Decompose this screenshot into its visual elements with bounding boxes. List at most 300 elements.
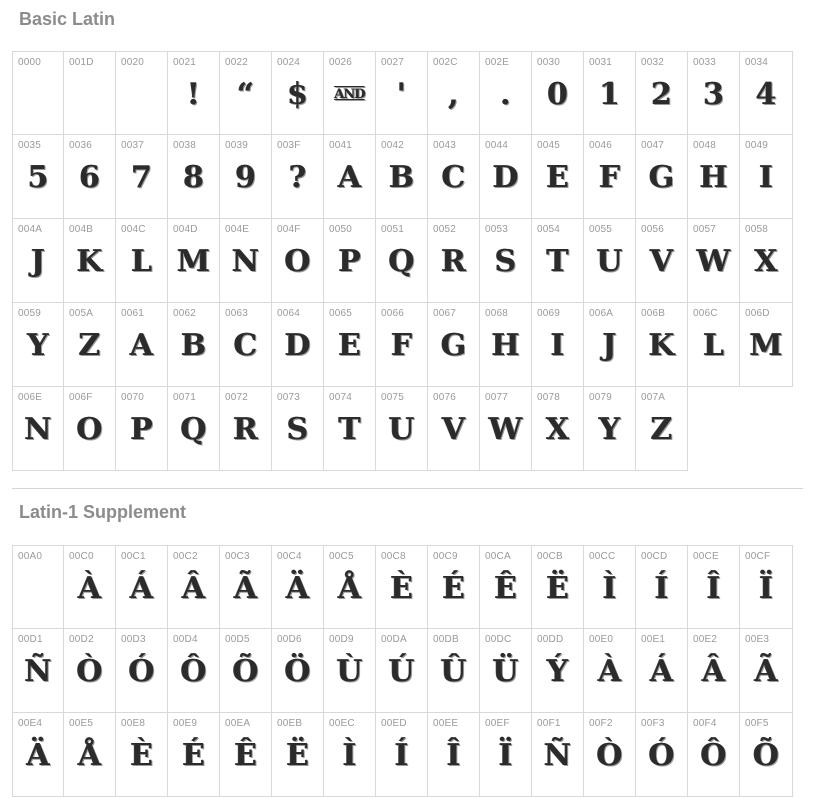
glyph-cell	[376, 387, 428, 471]
glyph-cell	[636, 387, 688, 471]
glyph-cell	[220, 629, 272, 713]
glyph-cell	[168, 303, 220, 387]
glyph-sample: È	[130, 738, 153, 773]
glyph-code-label: 004A	[18, 224, 43, 235]
glyph-cell	[428, 387, 480, 471]
glyph-cell	[272, 219, 324, 303]
glyph-cell	[376, 629, 428, 713]
glyph-cell	[636, 629, 688, 713]
glyph-code-label: 0022	[225, 57, 249, 68]
glyph-code-label: 0020	[121, 57, 145, 68]
glyph-cell	[12, 545, 64, 629]
glyph-sample: L	[130, 244, 153, 279]
glyph-sample: É	[182, 738, 205, 773]
glyph-code-label: 00EF	[485, 718, 510, 729]
glyph-code-label: 004B	[69, 224, 94, 235]
glyph-sample: Ü	[492, 654, 519, 689]
glyph-cell	[64, 135, 116, 219]
glyph-sample: W	[696, 244, 731, 279]
glyph-sample: Ñ	[543, 738, 572, 773]
glyph-code-label: 0021	[173, 57, 197, 68]
glyph-sample: '	[396, 77, 407, 112]
glyph-sample: K	[648, 328, 675, 363]
glyph-code-label: 0061	[121, 308, 145, 319]
glyph-code-label: 006D	[745, 308, 770, 319]
glyph-code-label: 0072	[225, 392, 249, 403]
glyph-cell	[480, 219, 532, 303]
glyph-row	[12, 51, 793, 135]
glyph-cell	[688, 303, 740, 387]
glyph-cell	[584, 629, 636, 713]
glyph-sample: N	[24, 412, 52, 447]
glyph-code-label: 00CF	[745, 551, 771, 562]
glyph-sample: Ó	[128, 654, 155, 689]
glyph-code-label: 0049	[745, 140, 769, 151]
glyph-sample: H	[491, 328, 520, 363]
glyph-sample: O	[284, 244, 311, 279]
glyph-cell	[272, 51, 324, 135]
glyph-cell	[64, 219, 116, 303]
glyph-sample: D	[284, 328, 311, 363]
glyph-code-label: 00D9	[329, 634, 354, 645]
glyph-code-label: 0027	[381, 57, 405, 68]
glyph-sample: Ö	[284, 654, 311, 689]
glyph-cell	[168, 545, 220, 629]
glyph-code-label: 0033	[693, 57, 717, 68]
glyph-sample: A	[129, 328, 154, 363]
glyph-sample: F	[598, 160, 621, 195]
glyph-cell	[428, 135, 480, 219]
glyph-sample: “	[236, 77, 255, 112]
glyph-code-label: 004F	[277, 224, 301, 235]
glyph-cell	[168, 51, 220, 135]
glyph-code-label: 007A	[641, 392, 666, 403]
glyph-code-label: 00D2	[69, 634, 94, 645]
glyph-cell	[64, 713, 116, 797]
glyph-row	[12, 629, 793, 713]
glyph-cell	[532, 51, 584, 135]
glyph-sample: C	[233, 328, 258, 363]
glyph-cell	[740, 713, 793, 797]
glyph-cell	[272, 387, 324, 471]
glyph-code-label: 00EC	[329, 718, 355, 729]
glyph-cell	[428, 51, 480, 135]
glyph-sample: ?	[288, 160, 307, 195]
glyph-row	[12, 387, 793, 471]
glyph-code-label: 0041	[329, 140, 353, 151]
glyph-sample: M	[176, 244, 211, 279]
glyph-cell	[64, 387, 116, 471]
glyph-cell	[12, 629, 64, 713]
glyph-cell	[12, 303, 64, 387]
glyph-sample: Ì	[342, 738, 357, 773]
glyph-sample: A	[337, 160, 362, 195]
glyph-sample: Í	[394, 738, 409, 773]
glyph-code-label: 00C4	[277, 551, 302, 562]
glyph-cell	[324, 387, 376, 471]
glyph-code-label: 0055	[589, 224, 613, 235]
glyph-code-label: 00E5	[69, 718, 94, 729]
glyph-cell	[480, 629, 532, 713]
glyph-cell	[116, 387, 168, 471]
glyph-code-label: 0071	[173, 392, 197, 403]
glyph-code-label: 0057	[693, 224, 717, 235]
glyph-code-label: 00C1	[121, 551, 146, 562]
glyph-sample: J	[602, 328, 617, 363]
glyph-sample: Í	[654, 571, 669, 606]
glyph-cell	[220, 303, 272, 387]
glyph-code-label: 0075	[381, 392, 405, 403]
glyph-code-label: 00D5	[225, 634, 250, 645]
glyph-cell	[480, 303, 532, 387]
glyph-sample: Â	[181, 571, 206, 606]
glyph-cell	[220, 713, 272, 797]
glyph-sample: V	[649, 244, 674, 279]
glyph-cell	[376, 135, 428, 219]
glyph-code-label: 0038	[173, 140, 197, 151]
glyph-code-label: 006F	[69, 392, 93, 403]
glyph-sample: K	[76, 244, 103, 279]
glyph-cell	[428, 713, 480, 797]
glyph-code-label: 00DA	[381, 634, 407, 645]
glyph-sample: Á	[129, 571, 154, 606]
glyph-sample: À	[77, 571, 102, 606]
glyph-sample: !	[186, 77, 201, 112]
glyph-sample: Ï	[758, 571, 774, 606]
glyph-cell	[688, 713, 740, 797]
glyph-cell	[272, 135, 324, 219]
glyph-code-label: 00F5	[745, 718, 769, 729]
glyph-code-label: 0032	[641, 57, 665, 68]
glyph-code-label: 0066	[381, 308, 405, 319]
glyph-code-label: 00E3	[745, 634, 770, 645]
glyph-code-label: 004E	[225, 224, 250, 235]
glyph-cell	[64, 51, 116, 135]
glyph-cell	[64, 629, 116, 713]
glyph-cell	[740, 545, 793, 629]
glyph-sample: È	[390, 571, 413, 606]
glyph-sample: I	[758, 160, 774, 195]
glyph-cell	[532, 629, 584, 713]
glyph-cell	[636, 51, 688, 135]
glyph-sample: $	[287, 77, 308, 112]
glyph-sample: S	[494, 244, 517, 279]
glyph-sample: Y	[27, 328, 49, 363]
glyph-code-label: 00CB	[537, 551, 563, 562]
glyph-code-label: 0031	[589, 57, 613, 68]
glyph-code-label: 0070	[121, 392, 145, 403]
glyph-code-label: 00C3	[225, 551, 250, 562]
glyph-row	[12, 219, 793, 303]
glyph-code-label: 0074	[329, 392, 353, 403]
glyph-cell	[688, 51, 740, 135]
glyph-sample: H	[699, 160, 728, 195]
glyph-cell	[220, 219, 272, 303]
glyph-code-label: 0034	[745, 57, 769, 68]
section-title-latin-1-supplement: Latin-1 Supplement	[19, 502, 187, 522]
glyph-sample: Z	[78, 328, 101, 363]
glyph-sample: O	[76, 412, 103, 447]
glyph-cell	[688, 545, 740, 629]
glyph-cell	[12, 713, 64, 797]
glyph-cell	[168, 219, 220, 303]
glyph-code-label: 0045	[537, 140, 561, 151]
glyph-code-label: 0024	[277, 57, 301, 68]
glyph-sample: B	[388, 160, 415, 195]
glyph-sample: Á	[649, 654, 674, 689]
glyph-code-label: 0079	[589, 392, 613, 403]
glyph-sample: Ã	[754, 654, 778, 689]
glyph-code-label: 00C5	[329, 551, 354, 562]
glyph-code-label: 00ED	[381, 718, 407, 729]
glyph-cell	[116, 135, 168, 219]
glyph-code-label: 0069	[537, 308, 561, 319]
glyph-cell	[324, 713, 376, 797]
section-divider	[12, 488, 803, 489]
glyph-code-label: 00C0	[69, 551, 94, 562]
glyph-cell	[168, 629, 220, 713]
glyph-code-label: 0068	[485, 308, 509, 319]
glyph-cell	[220, 387, 272, 471]
glyph-row	[12, 545, 793, 629]
glyph-code-label: 00D4	[173, 634, 198, 645]
glyph-cell	[116, 545, 168, 629]
glyph-cell	[740, 135, 793, 219]
glyph-cell	[532, 713, 584, 797]
glyph-code-label: 0059	[18, 308, 42, 319]
glyph-cell	[584, 545, 636, 629]
glyph-cell	[116, 51, 168, 135]
glyph-cell	[324, 135, 376, 219]
glyph-code-label: 00D3	[121, 634, 146, 645]
glyph-cell	[324, 629, 376, 713]
glyph-sample: Ì	[602, 571, 617, 606]
glyph-cell	[532, 219, 584, 303]
glyph-code-label: 00EB	[277, 718, 303, 729]
glyph-code-label: 006B	[641, 308, 666, 319]
glyph-cell	[480, 135, 532, 219]
glyph-sample: 0	[547, 77, 568, 112]
section-title-basic-latin: Basic Latin	[19, 9, 116, 29]
glyph-sample: Ê	[494, 571, 517, 606]
glyph-code-label: 0056	[641, 224, 665, 235]
glyph-sample: Â	[701, 654, 726, 689]
glyph-sample: B	[180, 328, 207, 363]
glyph-code-label: 00D6	[277, 634, 302, 645]
glyph-sample: U	[596, 244, 623, 279]
glyph-cell	[480, 51, 532, 135]
glyph-code-label: 00EA	[225, 718, 251, 729]
glyph-sample: 7	[131, 160, 152, 195]
glyph-cell	[584, 51, 636, 135]
glyph-code-label: 0053	[485, 224, 509, 235]
glyph-code-label: 0076	[433, 392, 457, 403]
glyph-sample: D	[492, 160, 519, 195]
glyph-code-label: 00E8	[121, 718, 146, 729]
glyph-cell	[480, 387, 532, 471]
glyph-cell	[740, 303, 793, 387]
glyph-cell	[12, 387, 64, 471]
glyph-code-label: 0058	[745, 224, 769, 235]
glyph-sample: R	[233, 412, 258, 447]
glyph-cell	[324, 303, 376, 387]
glyph-code-label: 0064	[277, 308, 301, 319]
glyph-cell	[688, 629, 740, 713]
glyph-sample: E	[546, 160, 569, 195]
glyph-sample: Ý	[546, 654, 569, 689]
glyph-sample: Ï	[498, 738, 513, 773]
glyph-code-label: 0035	[18, 140, 42, 151]
glyph-cell	[220, 135, 272, 219]
glyph-cell	[636, 303, 688, 387]
glyph-cell	[428, 219, 480, 303]
glyph-sample: T	[546, 244, 569, 279]
glyph-cell	[532, 387, 584, 471]
glyph-cell	[64, 303, 116, 387]
glyph-code-label: 0052	[433, 224, 457, 235]
glyph-cell	[12, 219, 64, 303]
glyph-cell	[636, 219, 688, 303]
glyph-cell	[376, 219, 428, 303]
glyph-row	[12, 303, 793, 387]
glyph-code-label: 0050	[329, 224, 353, 235]
glyph-sample: À	[597, 654, 622, 689]
glyph-cell	[168, 387, 220, 471]
glyph-sample: Ó	[648, 738, 675, 773]
glyph-code-label: 00E9	[173, 718, 198, 729]
glyph-sample: É	[442, 571, 465, 606]
glyph-code-label: 00C9	[433, 551, 458, 562]
glyph-code-label: 0054	[537, 224, 561, 235]
glyph-sample: Ä	[285, 571, 310, 606]
glyph-cell	[480, 545, 532, 629]
glyph-code-label: 002E	[485, 57, 510, 68]
glyph-sample: 1	[599, 77, 620, 112]
glyph-sample: C	[441, 160, 466, 195]
glyph-cell	[116, 629, 168, 713]
glyph-cell	[324, 219, 376, 303]
glyph-sample: P	[338, 244, 361, 279]
glyph-code-label: 00D1	[18, 634, 43, 645]
glyph-code-label: 003F	[277, 140, 301, 151]
glyph-code-label: 0051	[381, 224, 405, 235]
glyph-code-label: 00DC	[485, 634, 512, 645]
glyph-sample: Ã	[233, 571, 258, 606]
glyph-code-label: 00F4	[693, 718, 717, 729]
glyph-sample: X	[754, 244, 778, 279]
glyph-sample: Ú	[388, 654, 415, 689]
glyph-sample: Å	[337, 571, 362, 606]
glyph-sample: Ë	[286, 738, 309, 773]
glyph-cell	[116, 713, 168, 797]
glyph-sample: Q	[180, 412, 207, 447]
glyph-code-label: 0037	[121, 140, 145, 151]
glyph-code-label: 0030	[537, 57, 561, 68]
glyph-sample: G	[440, 328, 467, 363]
glyph-code-label: 0048	[693, 140, 717, 151]
glyph-sample: Î	[446, 738, 461, 773]
glyph-code-label: 00E1	[641, 634, 666, 645]
glyph-sample: Y	[598, 412, 621, 447]
glyph-sample: Õ	[752, 738, 780, 773]
glyph-code-label: 0047	[641, 140, 665, 151]
glyph-code-label: 00E2	[693, 634, 718, 645]
glyph-code-label: 00DD	[537, 634, 564, 645]
glyph-code-label: 0000	[18, 57, 42, 68]
glyph-sample: P	[130, 412, 153, 447]
glyph-code-label: 004D	[173, 224, 198, 235]
glyph-code-label: 0077	[485, 392, 509, 403]
glyph-cell	[584, 303, 636, 387]
glyph-cell	[428, 545, 480, 629]
glyph-sample: Ò	[76, 654, 103, 689]
glyph-code-label: 0042	[381, 140, 405, 151]
glyph-sample: X	[545, 412, 570, 447]
glyph-cell	[740, 51, 793, 135]
glyph-cell	[636, 545, 688, 629]
glyph-sample: Ñ	[24, 654, 52, 689]
glyph-sample: 5	[27, 160, 49, 195]
glyph-code-label: 00F3	[641, 718, 665, 729]
glyph-sample: S	[286, 412, 309, 447]
glyph-cell	[116, 303, 168, 387]
glyph-sample: I	[550, 328, 565, 363]
glyph-cell	[636, 713, 688, 797]
glyph-cell	[272, 629, 324, 713]
glyph-sample: J	[30, 244, 46, 279]
glyph-code-label: 0039	[225, 140, 249, 151]
glyph-cell	[12, 51, 64, 135]
glyph-code-label: 00CE	[693, 551, 719, 562]
glyph-row	[12, 135, 793, 219]
glyph-cell	[272, 545, 324, 629]
glyph-code-label: 00C8	[381, 551, 406, 562]
glyph-code-label: 00C2	[173, 551, 198, 562]
glyph-code-label: 002C	[433, 57, 458, 68]
glyph-sample: 4	[755, 77, 777, 112]
glyph-sample: ,	[448, 77, 459, 112]
glyph-code-label: 00F2	[589, 718, 613, 729]
glyph-sample: Î	[706, 571, 721, 606]
glyph-code-label: 00A0	[18, 551, 43, 562]
glyph-cell	[480, 713, 532, 797]
glyph-cell	[324, 51, 376, 135]
glyph-code-label: 00E4	[18, 718, 43, 729]
glyph-cell	[272, 303, 324, 387]
glyph-sample: 8	[183, 160, 204, 195]
glyph-cell	[168, 135, 220, 219]
glyph-sample: F	[390, 328, 413, 363]
glyph-cell	[376, 713, 428, 797]
glyph-sample: Ä	[26, 738, 50, 773]
glyph-row	[12, 713, 793, 797]
glyph-cell	[584, 219, 636, 303]
glyph-code-label: 00CA	[485, 551, 511, 562]
glyph-sample: 9	[235, 160, 256, 195]
glyph-sample: Ù	[336, 654, 363, 689]
glyph-sample: Ô	[700, 738, 727, 773]
glyph-code-label: 0036	[69, 140, 93, 151]
glyph-sample: R	[441, 244, 466, 279]
glyph-code-label: 00CD	[641, 551, 668, 562]
glyph-code-label: 005A	[69, 308, 94, 319]
glyph-cell	[428, 629, 480, 713]
glyph-cell	[376, 51, 428, 135]
glyph-sample: .	[500, 77, 511, 112]
glyph-cell	[64, 545, 116, 629]
glyph-cell	[324, 545, 376, 629]
glyph-code-label: 0073	[277, 392, 301, 403]
